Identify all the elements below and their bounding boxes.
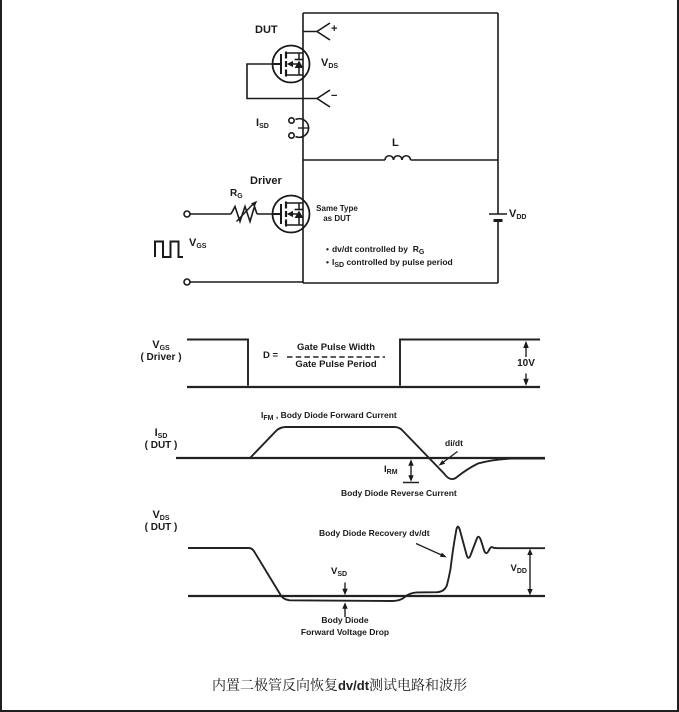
irm-annotation: $I_{RM}$ (384, 464, 398, 476)
circuit-note-bullet-2: • $I_{SD}$ controlled by pulse period (326, 257, 453, 269)
recovery-arrow-shaft (416, 544, 442, 556)
dut-label: DUT (255, 24, 278, 36)
same-type-label: Same Type as DUT (316, 204, 358, 223)
vds-waveform-label: $V_{DS}$ ( DUT ) (144, 509, 178, 533)
fwd-voltage-drop-annotation: Body Diode Forward Voltage Drop (300, 615, 390, 637)
irm-arrowhead-up (408, 459, 413, 466)
recovery-arrowhead (440, 553, 447, 558)
source-terminal-icon (184, 279, 190, 285)
vdd-level-annotation: $V_{DD}$ (510, 563, 527, 575)
ten-volt-arrowhead-down (523, 379, 529, 386)
duty-cycle-lhs: D = (263, 350, 279, 361)
driver-mosfet-icon (273, 196, 310, 233)
minus-sign: − (331, 90, 338, 102)
inductor-label: L (392, 137, 399, 149)
duty-cycle-denominator: Gate Pulse Period (295, 359, 377, 370)
vsd-arrowhead-down (342, 589, 347, 596)
isd-probe-label: $I_{SD}$ (256, 117, 269, 130)
pulse-train-icon (155, 242, 183, 258)
ten-volt-arrowhead-up (523, 341, 529, 348)
duty-cycle-numerator: Gate Pulse Width (296, 342, 376, 353)
didt-annotation: di/dt (445, 438, 463, 448)
irm-arrowhead-down (408, 475, 413, 482)
vdd-arrowhead-up (527, 549, 532, 555)
vsd-annotation: $V_{SD}$ (331, 566, 348, 578)
vgs-waveform-label: $V_{GS}$ ( Driver ) (140, 339, 182, 363)
reverse-current-annotation: Body Diode Reverse Current (341, 488, 457, 498)
isd-waveform-label: $I_{SD}$ ( DUT ) (144, 427, 178, 451)
circuit-note-bullet-1: • dv/dt controlled by $R_G$ (326, 244, 425, 256)
vdd-arrowhead-down (527, 589, 532, 595)
vgs-source-label: $V_{GS}$ (189, 237, 207, 250)
vgs-amplitude-label: 10V (517, 358, 535, 369)
driver-body-arrowhead (287, 211, 293, 217)
rg-label: $R_G$ (230, 188, 243, 200)
waveform-plots (176, 340, 545, 618)
vds-probe-label: $V_{DS}$ (321, 57, 339, 70)
inductor-icon (385, 156, 411, 160)
vdd-supply-label: $V_{DD}$ (509, 208, 527, 221)
plus-sign: + (331, 23, 338, 35)
dut-mosfet-icon (273, 46, 310, 83)
gate-terminal-icon (184, 211, 190, 217)
ifm-annotation: $I_{FM}$ , Body Diode Forward Current (261, 410, 397, 422)
isd-probe-terminal-icon (289, 118, 294, 123)
vds-minus-probe-icon (303, 90, 330, 107)
fwd-drop-arrowhead-up (342, 602, 347, 609)
vds-plus-probe-icon (303, 23, 330, 40)
isd-probe-terminal-icon (289, 133, 294, 138)
circuit-loop (303, 13, 498, 283)
recovery-dvdt-annotation: Body Diode Recovery dv/dt (319, 528, 430, 538)
driver-label: Driver (250, 175, 282, 187)
figure-caption: 内置二极管反向恢复dv/dt测试电路和波形 (211, 678, 468, 694)
dut-body-arrowhead (287, 61, 293, 67)
